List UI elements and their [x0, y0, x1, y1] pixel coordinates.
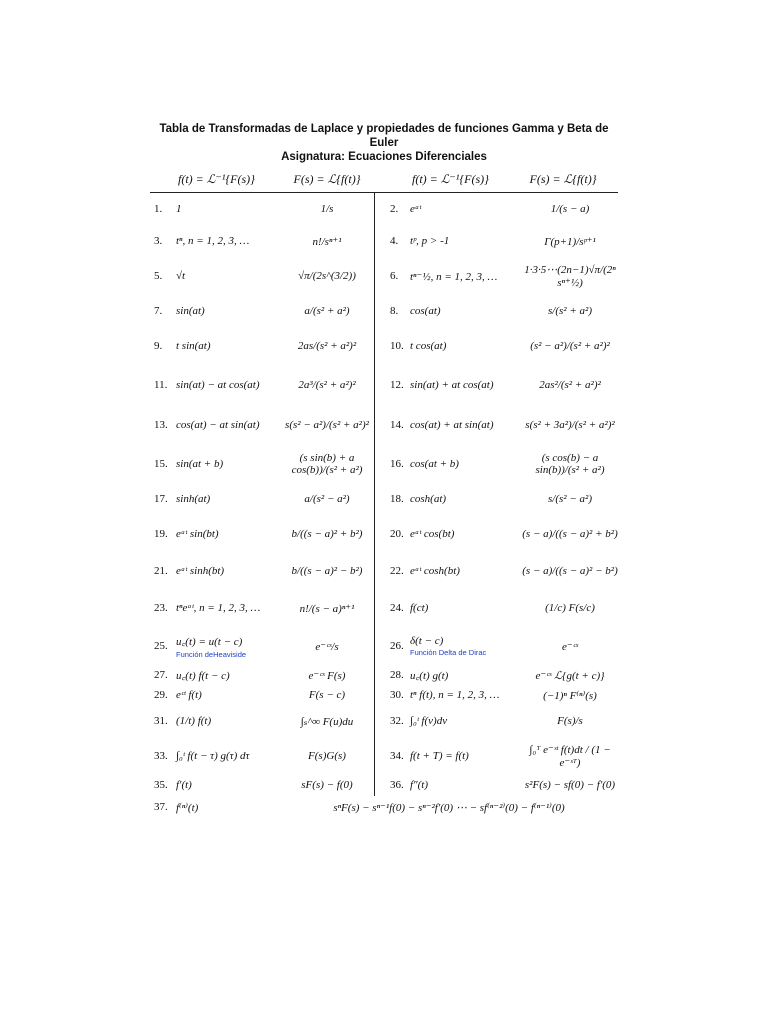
entry-right — [384, 779, 618, 791]
time-function — [176, 419, 280, 431]
table-row — [150, 774, 618, 796]
entry-left — [150, 689, 384, 701]
laplace-transform: a/(s² + a²) — [304, 305, 350, 317]
time-function-text: ∫₀ᵗ f(t − τ) g(τ) dτ — [176, 749, 250, 762]
time-function-text: eᵃᵗ sinh(bt) — [176, 564, 225, 577]
time-function — [176, 715, 280, 727]
time-function-text: tⁿeᵃᵗ, n = 1, 2, 3, … — [176, 602, 261, 614]
entry-number: 18. — [390, 493, 404, 505]
entry-number: 17. — [154, 493, 168, 505]
entry-right — [384, 263, 618, 289]
time-function-text: cos(at) − at sin(at) — [176, 419, 260, 431]
table-row — [150, 295, 618, 327]
time-function-text: sinh(at) — [176, 493, 211, 505]
entry-number: 3. — [154, 235, 163, 247]
entry-number: 24. — [390, 602, 404, 614]
entry-number: 1. — [154, 203, 163, 215]
time-function-text: eᵃᵗ cosh(bt) — [410, 564, 460, 577]
laplace-transform: (s sin(b) + a cos(b))/(s² + a²) — [291, 452, 363, 476]
table-row — [150, 705, 618, 737]
entry-left — [150, 750, 384, 762]
entry-number: 23. — [154, 602, 168, 614]
time-function — [176, 305, 280, 317]
time-function — [176, 270, 280, 282]
time-function-text: f(t + T) = f(t) — [410, 749, 469, 762]
title-line-2: Asignatura: Ecuaciones Diferenciales — [281, 151, 487, 163]
time-function — [176, 458, 280, 470]
entry-right — [384, 565, 618, 577]
time-function — [176, 493, 280, 505]
entry-left — [150, 340, 384, 352]
laplace-transform: sⁿF(s) − sⁿ⁻¹f(0) − sⁿ⁻²f′(0) ⋯ − sf⁽ⁿ⁻²⁾(0) − f⁽ⁿ⁻¹⁾(0) — [333, 801, 565, 814]
entry-left — [150, 452, 384, 476]
time-function-text: 1 — [176, 203, 182, 215]
entry-left — [150, 634, 384, 659]
header-F-left: F(s) = ℒ{f(t)} — [293, 171, 361, 186]
entry-left — [150, 270, 384, 282]
entry-left — [150, 235, 384, 248]
time-function — [410, 689, 522, 701]
laplace-transform: √π/(2s^(3/2)) — [298, 270, 356, 282]
entry-left — [150, 203, 384, 215]
entry-right — [384, 635, 618, 657]
time-function-text: eᵃᵗ — [410, 203, 422, 215]
time-function-text: u꜀(t) = u(t − c) — [176, 635, 243, 648]
time-function — [176, 565, 280, 577]
time-function — [410, 340, 522, 352]
entry-right — [384, 203, 618, 215]
time-function-text: f′(t) — [176, 779, 192, 791]
time-function-text: t cos(at) — [410, 340, 447, 352]
entry-right — [384, 689, 618, 702]
entry-right — [384, 419, 618, 431]
laplace-transform: F(s)/s — [557, 715, 583, 727]
time-function — [410, 270, 522, 283]
entry-right — [384, 528, 618, 540]
time-function-text: u꜀(t) g(t) — [410, 669, 449, 682]
time-function — [410, 203, 522, 215]
time-function — [410, 458, 522, 470]
time-function-text: tⁿ f(t), n = 1, 2, 3, … — [410, 689, 500, 701]
table-row — [150, 685, 618, 705]
entry-number: 30. — [390, 689, 404, 701]
time-function-text: cos(at) — [410, 305, 441, 317]
entry-number: 33. — [154, 749, 168, 762]
entry-number: 16. — [390, 458, 404, 470]
time-function-text: eᵃᵗ sin(bt) — [176, 527, 219, 540]
time-function — [176, 779, 280, 791]
entry-number: 35. — [154, 779, 168, 791]
time-function-text: tⁿ⁻½, n = 1, 2, 3, … — [410, 270, 498, 283]
table-row — [150, 737, 618, 774]
table-row — [150, 552, 618, 589]
laplace-transform: ∫ₛ^∞ F(u)du — [300, 715, 354, 728]
entry-number: 12. — [390, 379, 404, 391]
time-function — [176, 528, 280, 540]
table-row — [150, 257, 618, 295]
table-row — [150, 445, 618, 483]
time-function — [176, 689, 280, 701]
time-function — [410, 635, 522, 657]
laplace-transform: e⁻ᶜˢ ℒ{g(t + c)} — [535, 669, 605, 682]
entry-left — [150, 602, 384, 615]
laplace-transform: (1/c) F(s/c) — [545, 602, 595, 614]
table-row — [150, 589, 618, 627]
entry-number: 5. — [154, 270, 163, 282]
entry-number: 11. — [154, 379, 168, 391]
time-function — [410, 235, 522, 247]
table-header — [150, 166, 618, 193]
time-function — [176, 750, 280, 762]
laplace-transform: e⁻ᶜˢ/s — [315, 640, 339, 653]
laplace-transform: 1/(s − a) — [550, 203, 590, 215]
entry-number: 14. — [390, 419, 404, 431]
time-function-text: sin(at) − at cos(at) — [176, 379, 260, 391]
time-function-text: sin(at) + at cos(at) — [410, 379, 494, 391]
time-function — [410, 493, 522, 505]
entry-right — [384, 235, 618, 248]
laplace-transform: a/(s² − a²) — [304, 493, 350, 505]
entry-right — [384, 493, 618, 505]
entry-number: 4. — [390, 235, 399, 247]
entry-number: 8. — [390, 305, 399, 317]
laplace-transform: n!/sⁿ⁺¹ — [312, 235, 342, 248]
time-function — [410, 779, 522, 791]
time-function-text: cos(at) + at sin(at) — [410, 419, 494, 431]
time-function — [410, 602, 522, 614]
table-row — [150, 627, 618, 665]
entry-number: 31. — [154, 715, 168, 727]
laplace-transform: s/(s² − a²) — [548, 493, 592, 505]
entry-left — [150, 565, 384, 577]
header-f-right: f(t) = ℒ⁻¹{F(s)} — [412, 171, 489, 186]
entry-number: 7. — [154, 305, 163, 317]
entry-number: 6. — [390, 270, 399, 282]
entry-right — [384, 602, 618, 614]
entry-number: 27. — [154, 669, 168, 681]
entry-number: 2. — [390, 203, 399, 215]
time-function-text: cosh(at) — [410, 493, 447, 505]
function-note: Función Delta de Dirac — [410, 648, 487, 657]
time-function — [176, 634, 280, 659]
time-function — [410, 715, 522, 727]
laplace-table-document — [150, 122, 618, 818]
entry-number: 21. — [154, 564, 168, 577]
header-F-right: F(s) = ℒ{f(t)} — [529, 171, 597, 186]
time-function-text: f″(t) — [410, 779, 429, 791]
entry-left — [150, 779, 384, 791]
laplace-transform: e⁻ᶜˢ — [562, 640, 578, 653]
entry-number: 26. — [390, 640, 404, 652]
table-row — [150, 665, 618, 685]
entry-left — [150, 379, 384, 391]
time-function — [410, 668, 522, 683]
entry-right — [384, 305, 618, 317]
entry-number: 32. — [390, 715, 404, 727]
time-function-text: (1/t) f(t) — [176, 715, 212, 727]
laplace-transform: 2a³/(s² + a²)² — [298, 379, 356, 391]
table-row — [150, 327, 618, 365]
time-function — [410, 750, 522, 762]
entry-number: 13. — [154, 419, 168, 431]
entry-right — [384, 668, 618, 683]
table-row — [150, 405, 618, 445]
entry-number: 36. — [390, 779, 404, 791]
entry-left — [150, 419, 384, 431]
entry-number: 34. — [390, 749, 404, 762]
time-function — [410, 305, 522, 317]
table-row-last — [150, 796, 618, 818]
entry-number: 37. — [154, 801, 168, 813]
header-f-left: f(t) = ℒ⁻¹{F(s)} — [178, 171, 255, 186]
time-function-text: ∫₀ᵗ f(v)dv — [410, 715, 448, 727]
laplace-transform: ∫₀ᵀ e⁻ˢᵗ f(t)dt / (1 − e⁻ˢᵀ) — [529, 743, 611, 769]
time-function-text: f(ct) — [410, 602, 429, 614]
entry-number: 19. — [154, 527, 168, 540]
laplace-transform: (s² − a²)/(s² + a²)² — [530, 340, 610, 352]
laplace-transform: 1/s — [320, 203, 334, 215]
time-function-text: √t — [176, 270, 186, 282]
laplace-transform: F(s)G(s) — [308, 749, 346, 762]
laplace-transform: b/((s − a)² − b²) — [291, 564, 363, 577]
table-row — [150, 483, 618, 515]
entry-number: 22. — [390, 564, 404, 577]
laplace-transform: s(s² − a²)/(s² + a²)² — [285, 419, 369, 431]
entry-number: 20. — [390, 527, 404, 540]
time-function-text: δ(t − c) — [410, 635, 444, 647]
time-function-text: t sin(at) — [176, 340, 211, 352]
time-function — [176, 235, 280, 247]
time-function — [176, 203, 280, 215]
entry-right — [384, 743, 618, 769]
time-function: f⁽ⁿ⁾(t) — [176, 801, 199, 814]
time-function-text: cos(at + b) — [410, 458, 459, 470]
time-function-text: tⁿ, n = 1, 2, 3, … — [176, 235, 250, 247]
document-title — [150, 122, 618, 164]
entry-left — [150, 305, 384, 317]
laplace-transform: 1·3·5⋯(2n−1)√π/(2ⁿ sⁿ⁺½) — [524, 264, 616, 289]
laplace-transform: b/((s − a)² + b²) — [291, 527, 363, 540]
laplace-transform: s²F(s) − sf(0) − f′(0) — [524, 779, 616, 791]
entry-number: 29. — [154, 689, 168, 701]
transform-rows — [150, 193, 618, 818]
laplace-transform: F(s − c) — [308, 689, 346, 701]
laplace-transform: 2as/(s² + a²)² — [297, 340, 357, 352]
entry-number: 9. — [154, 340, 163, 352]
laplace-transform: s/(s² + a²) — [548, 305, 592, 317]
time-function — [176, 668, 280, 683]
time-function — [176, 340, 280, 352]
entry-number: 25. — [154, 640, 168, 652]
entry-right — [384, 452, 618, 476]
time-function-text: sin(at + b) — [176, 458, 224, 470]
table-row — [150, 225, 618, 257]
time-function-text: eᶜᵗ f(t) — [176, 689, 202, 701]
laplace-transform: (s cos(b) − a sin(b))/(s² + a²) — [535, 452, 605, 476]
entry-right — [384, 715, 618, 727]
laplace-transform: (s − a)/((s − a)² − b²) — [522, 564, 618, 577]
time-function — [410, 419, 522, 431]
laplace-transform: e⁻ᶜˢ F(s) — [308, 669, 346, 682]
laplace-transform: s(s² + 3a²)/(s² + a²)² — [525, 419, 615, 431]
time-function-text: sin(at) — [176, 305, 205, 317]
entry-right — [384, 340, 618, 352]
table-row — [150, 515, 618, 552]
time-function-text: tᵖ, p > -1 — [410, 235, 450, 247]
title-line-1: Tabla de Transformadas de Laplace y propiedades de funciones Gamma y Beta de Euler — [159, 123, 609, 149]
entry-left — [150, 528, 384, 540]
time-function — [176, 379, 280, 391]
time-function — [176, 602, 280, 614]
laplace-transform: 2as²/(s² + a²)² — [539, 379, 601, 391]
entry-number: 28. — [390, 669, 404, 681]
entry-right — [384, 379, 618, 391]
entry-left — [150, 715, 384, 728]
time-function-text: eᵃᵗ cos(bt) — [410, 527, 455, 540]
time-function — [410, 565, 522, 577]
entry-number: 10. — [390, 340, 404, 352]
table-row — [150, 365, 618, 405]
laplace-transform: (−1)ⁿ F⁽ⁿ⁾(s) — [543, 689, 597, 702]
entry-number: 15. — [154, 458, 168, 470]
laplace-transform: Γ(p+1)/sᵖ⁺¹ — [544, 235, 596, 248]
time-function — [410, 379, 522, 391]
entry-left — [150, 668, 384, 683]
time-function — [410, 528, 522, 540]
laplace-transform: (s − a)/((s − a)² + b²) — [522, 527, 618, 540]
entry-left — [150, 493, 384, 505]
table-row — [150, 193, 618, 225]
time-function-text: u꜀(t) f(t − c) — [176, 669, 230, 682]
laplace-transform: sF(s) − f(0) — [301, 779, 353, 791]
laplace-transform: n!/(s − a)ⁿ⁺¹ — [299, 602, 355, 615]
function-note: Función deHeaviside — [176, 649, 247, 659]
